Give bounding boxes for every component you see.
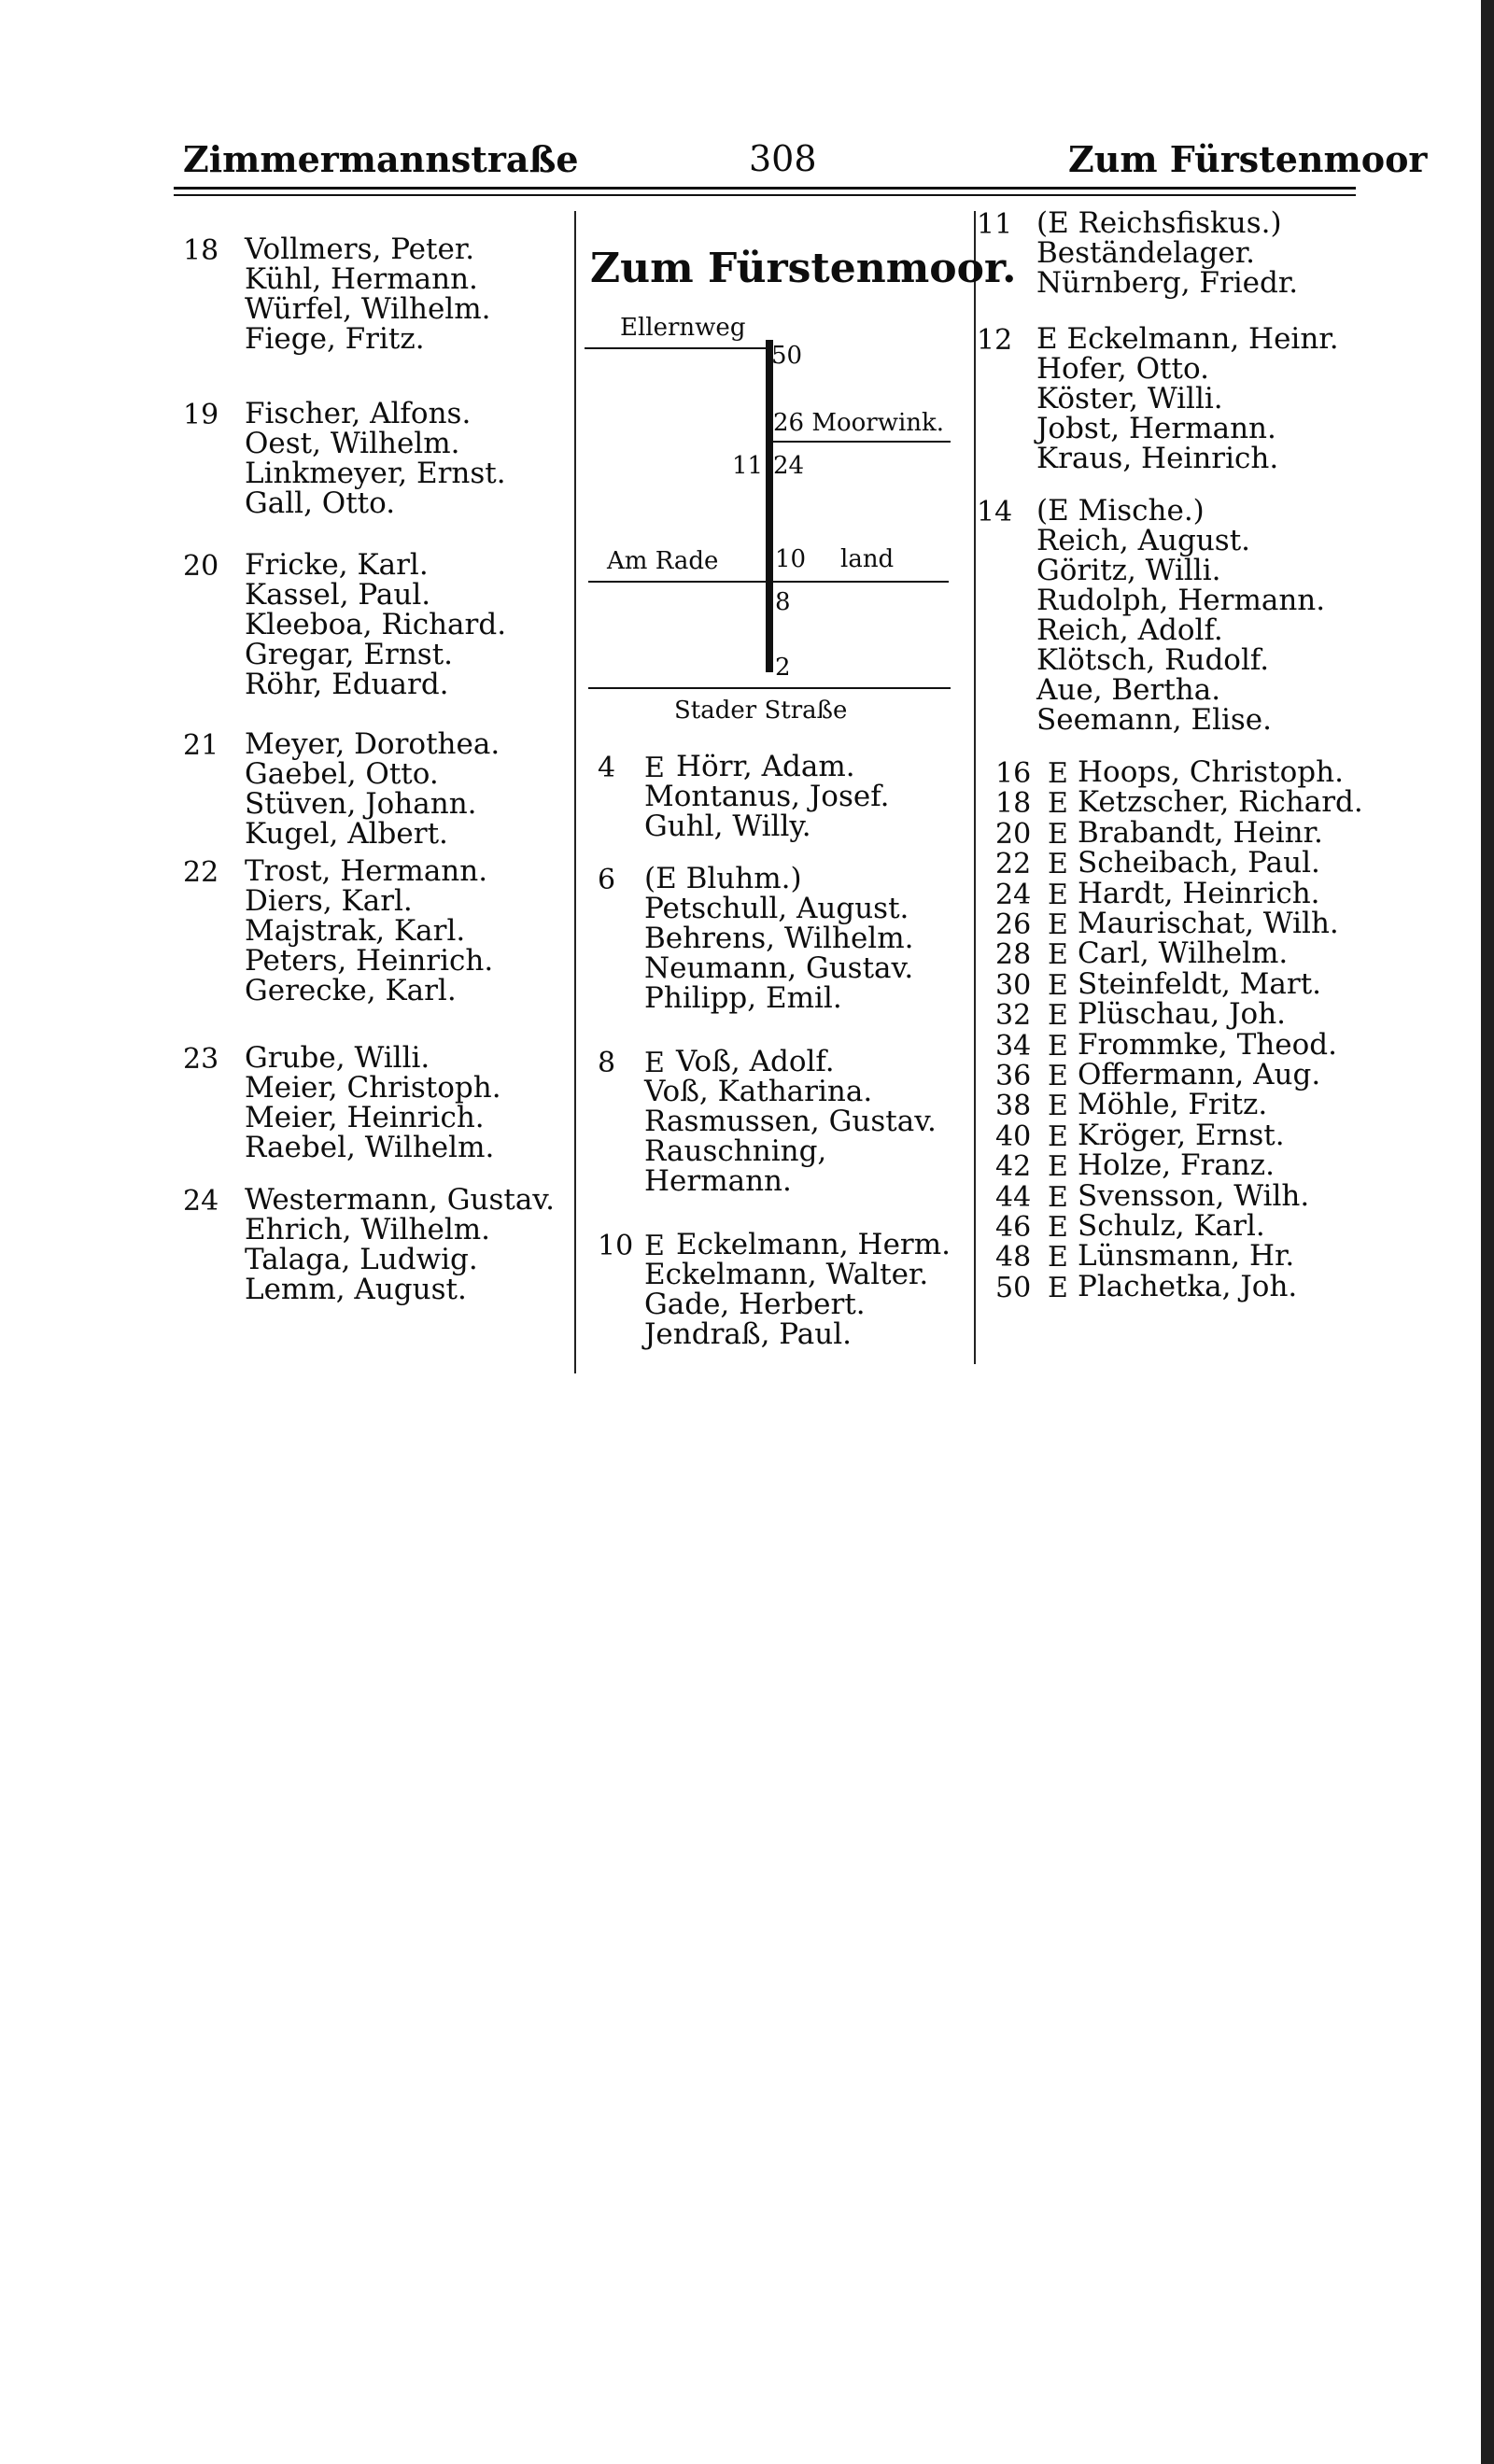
diagram-label-10: 10	[775, 545, 807, 573]
resident-name: Frommke, Theod.	[1078, 1027, 1337, 1062]
header-street-right: Zum Fürstenmoor	[1068, 138, 1428, 180]
house-number: 48	[995, 1241, 1032, 1274]
resident-name: Kühl, Hermann.	[245, 262, 478, 296]
owner-marker: E	[1048, 1211, 1068, 1244]
diagram-line-ellernweg	[585, 347, 769, 349]
scan-edge	[1481, 0, 1494, 2464]
owner-marker: E	[1048, 1150, 1068, 1184]
resident-name: Westermann, Gustav.	[245, 1183, 555, 1217]
diagram-label-11: 11	[732, 452, 764, 480]
resident-name: Köster, Willi.	[1036, 382, 1223, 415]
resident-name: Offermann, Aug.	[1078, 1058, 1321, 1091]
owner-marker: E	[1048, 1029, 1068, 1063]
resident-name: Meyer, Dorothea.	[245, 727, 500, 761]
resident-name: Neumann, Gustav.	[644, 951, 914, 985]
resident-name: Trost, Hermann.	[245, 854, 488, 888]
house-number: 42	[995, 1150, 1032, 1184]
owner-marker: E	[1048, 1090, 1068, 1123]
house-number: 21	[183, 729, 219, 762]
house-number: 40	[995, 1119, 1032, 1153]
resident-name: Klötsch, Rudolf.	[1036, 643, 1270, 677]
resident-name: Hermann.	[644, 1164, 792, 1198]
resident-name: Diers, Karl.	[245, 884, 413, 918]
resident-name: Fischer, Alfons.	[245, 397, 472, 430]
resident-name: Rauschning,	[644, 1134, 827, 1168]
owner-marker: E	[1048, 817, 1068, 851]
house-number: 16	[995, 757, 1032, 790]
owner-marker: E	[644, 1230, 665, 1262]
owner-marker: E	[1048, 938, 1068, 972]
house-number: 18	[995, 787, 1032, 821]
house-number: 50	[995, 1271, 1032, 1304]
diagram-label-8: 8	[775, 588, 791, 616]
resident-name: Gaebel, Otto.	[245, 757, 439, 791]
resident-name: Brabandt, Heinr.	[1078, 815, 1323, 850]
house-number: 46	[995, 1211, 1032, 1244]
resident-name: Scheibach, Paul.	[1078, 846, 1320, 880]
house-number: 6	[598, 864, 616, 896]
resident-name: Kröger, Ernst.	[1078, 1118, 1285, 1152]
owner-marker: E	[1048, 787, 1068, 821]
house-number: 8	[598, 1047, 616, 1079]
resident-name: Reich, Adolf.	[1036, 613, 1223, 647]
resident-name: Reich, August.	[1036, 524, 1251, 557]
column-divider-2	[974, 211, 976, 1364]
resident-name: Gerecke, Karl.	[245, 974, 457, 1007]
header-rule-top	[174, 187, 1356, 190]
owner-marker: E	[1048, 999, 1068, 1033]
owner-marker: E	[1048, 1119, 1068, 1153]
owner-marker: E	[1048, 848, 1068, 881]
diagram-label-ellernweg: Ellernweg	[620, 314, 746, 342]
resident-name: Gregar, Ernst.	[245, 638, 454, 671]
resident-name: E Eckelmann, Heinr.	[1036, 322, 1339, 356]
header-street-left: Zimmermannstraße	[183, 138, 579, 180]
owner-marker: E	[1048, 1271, 1068, 1304]
house-number: 20	[183, 550, 219, 583]
resident-name: Grube, Willi.	[245, 1041, 430, 1075]
resident-name: (E Mische.)	[1036, 494, 1205, 528]
house-number: 36	[995, 1060, 1032, 1092]
house-number: 12	[977, 324, 1013, 357]
resident-name: Lemm, August.	[245, 1273, 467, 1306]
resident-name: Würfel, Wilhelm.	[245, 292, 491, 326]
resident-name: Majstrak, Karl.	[245, 914, 466, 948]
resident-name: Fiege, Fritz.	[245, 322, 425, 356]
resident-name: Jendraß, Paul.	[644, 1317, 852, 1351]
resident-name: Aue, Bertha.	[1036, 673, 1221, 707]
diagram-main-street	[766, 340, 773, 672]
diagram-label-50: 50	[771, 342, 803, 370]
house-number: 11	[977, 208, 1013, 241]
resident-name: Eckelmann, Walter.	[644, 1258, 929, 1291]
resident-name: Meier, Heinrich.	[245, 1101, 485, 1134]
house-number: 44	[995, 1180, 1032, 1214]
resident-name: Guhl, Willy.	[644, 810, 811, 843]
house-number: 24	[183, 1185, 219, 1218]
house-number: 14	[977, 496, 1013, 528]
resident-name: Hörr, Adam.	[676, 750, 855, 783]
resident-name: Schulz, Karl.	[1078, 1209, 1265, 1243]
owner-marker: E	[644, 1047, 665, 1079]
resident-name: Talaga, Ludwig.	[245, 1243, 478, 1276]
diagram-label-land: land	[840, 545, 895, 573]
resident-name: (E Reichsfiskus.)	[1036, 206, 1282, 240]
diagram-label-moorwink: 26 Moorwink.	[773, 409, 945, 437]
resident-name: Fricke, Karl.	[245, 548, 429, 582]
resident-name: Seemann, Elise.	[1036, 703, 1273, 737]
resident-name: Philipp, Emil.	[644, 981, 842, 1015]
house-number: 22	[183, 856, 219, 889]
resident-name: Rasmussen, Gustav.	[644, 1105, 937, 1138]
resident-name: Kraus, Heinrich.	[1036, 442, 1279, 475]
diagram-label-2: 2	[775, 654, 791, 682]
resident-name: Oest, Wilhelm.	[245, 427, 460, 460]
owner-marker: E	[1048, 1241, 1068, 1274]
resident-name: Hardt, Heinrich.	[1078, 876, 1320, 910]
house-number: 4	[598, 752, 616, 784]
house-number: 34	[995, 1029, 1032, 1063]
column-divider-1	[574, 211, 576, 1373]
resident-name: Möhle, Fritz.	[1078, 1088, 1268, 1122]
section-title: Zum Fürstenmoor.	[590, 245, 1017, 292]
diagram-label-stader: Stader Straße	[674, 697, 848, 725]
resident-name: Lünsmann, Hr.	[1078, 1239, 1295, 1274]
house-number: 30	[995, 968, 1032, 1002]
resident-name: Svensson, Wilh.	[1078, 1178, 1310, 1213]
house-number: 22	[995, 848, 1032, 881]
resident-name: Hofer, Otto.	[1036, 352, 1209, 386]
resident-name: Röhr, Eduard.	[245, 668, 449, 701]
owner-marker: E	[1048, 878, 1068, 911]
house-number: 32	[995, 999, 1032, 1033]
resident-name: Hoops, Christoph.	[1078, 755, 1344, 789]
resident-name: Meier, Christoph.	[245, 1071, 501, 1105]
owner-marker: E	[1048, 757, 1068, 790]
owner-marker: E	[1048, 1180, 1068, 1214]
diagram-label-am-rade: Am Rade	[607, 547, 719, 575]
resident-name: Carl, Wilhelm.	[1078, 936, 1289, 971]
diagram-line-moorwink	[773, 441, 951, 443]
resident-name: Rudolph, Hermann.	[1036, 584, 1326, 617]
resident-name: Voß, Adolf.	[676, 1045, 835, 1078]
owner-marker: E	[1048, 1060, 1068, 1092]
resident-name: Holze, Franz.	[1078, 1148, 1275, 1183]
resident-name: Behrens, Wilhelm.	[644, 922, 914, 955]
diagram-line-am-rade	[588, 581, 949, 583]
house-number: 19	[183, 399, 219, 431]
diagram-label-24: 24	[773, 452, 805, 480]
resident-name: Gade, Herbert.	[644, 1288, 866, 1321]
resident-name: Petschull, August.	[644, 892, 909, 925]
resident-name: Eckelmann, Herm.	[676, 1228, 951, 1261]
resident-name: Kleeboa, Richard.	[245, 608, 507, 641]
house-number: 28	[995, 938, 1032, 972]
house-number: 23	[183, 1043, 219, 1076]
resident-name: Gall, Otto.	[245, 486, 396, 520]
house-number: 24	[995, 878, 1032, 911]
resident-name: (E Bluhm.)	[644, 862, 802, 895]
resident-name: Beständelager.	[1036, 236, 1255, 270]
house-number: 20	[995, 817, 1032, 851]
resident-name: Jobst, Hermann.	[1036, 412, 1276, 445]
resident-name: Vollmers, Peter.	[245, 232, 475, 266]
resident-name: Voß, Katharina.	[644, 1075, 873, 1108]
resident-name: Plachetka, Joh.	[1078, 1269, 1298, 1303]
owner-marker: E	[644, 752, 665, 784]
page-number: 308	[749, 138, 817, 179]
house-number: 38	[995, 1090, 1032, 1123]
house-number: 26	[995, 908, 1032, 941]
resident-name: Stüven, Johann.	[245, 787, 477, 821]
resident-name: Kassel, Paul.	[245, 578, 431, 612]
resident-name: Kugel, Albert.	[245, 817, 448, 851]
resident-name: Göritz, Willi.	[1036, 554, 1221, 587]
resident-name: Linkmeyer, Ernst.	[245, 457, 506, 490]
diagram-line-stader	[588, 687, 951, 689]
resident-name: Ehrich, Wilhelm.	[245, 1213, 490, 1246]
resident-name: Plüschau, Joh.	[1078, 997, 1287, 1032]
resident-name: Peters, Heinrich.	[245, 944, 494, 978]
resident-name: Raebel, Wilhelm.	[245, 1131, 495, 1164]
resident-name: Nürnberg, Friedr.	[1036, 266, 1299, 300]
resident-name: Maurischat, Wilh.	[1078, 907, 1339, 940]
resident-name: Ketzscher, Richard.	[1078, 785, 1363, 820]
header-rule-bottom	[174, 194, 1356, 196]
house-number: 18	[183, 234, 219, 267]
owner-marker: E	[1048, 968, 1068, 1002]
resident-name: Montanus, Josef.	[644, 780, 890, 813]
resident-name: Steinfeldt, Mart.	[1078, 966, 1322, 1001]
house-number: 10	[598, 1230, 634, 1262]
owner-marker: E	[1048, 908, 1068, 941]
